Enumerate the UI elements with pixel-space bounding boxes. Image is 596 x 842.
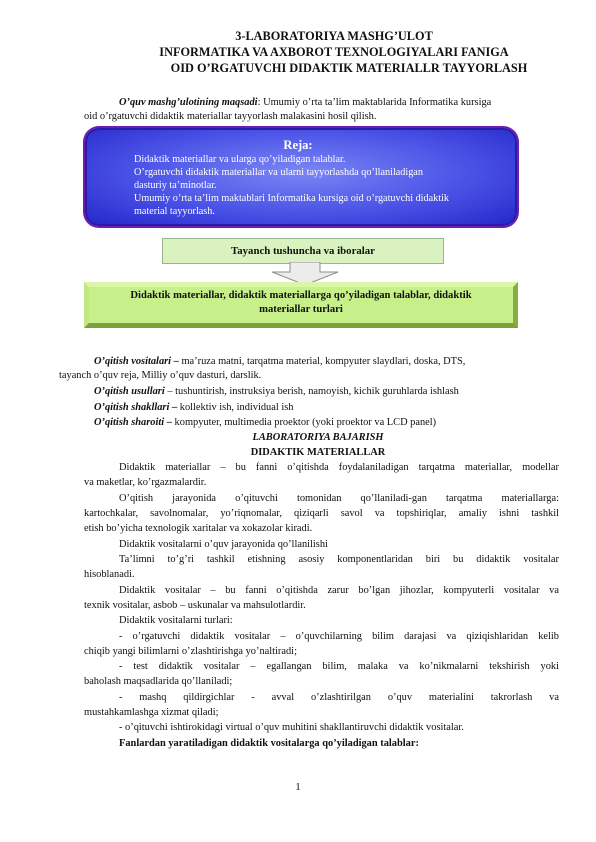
section-heading-2: DIDAKTIK MATERIALLAR [250,447,386,458]
reja-item: material tayyorlash. [134,206,215,217]
body-line: - test didaktik vositalar – egallangan bilim, malaka va ko’nikmalarni tekshirish yoki [119,661,559,672]
teaching-methods-text: – tushuntirish, instruksiya berish, namoyish, kichik guruhlarda ishlash [164,386,459,397]
teaching-tools-text: ma’ruza matni, tarqatma material, kompyuter slaydlari, doska, DTS, [178,356,466,367]
body-line: Didaktik vositalarni o’quv jarayonida qo’llanilishi [119,539,328,550]
body-line: baholash maqsadlarida qo’llaniladi; [84,676,233,687]
teaching-methods [94,385,459,399]
title-line-3: OID O’RGATUVCHI DIDAKTIK MATERIALLR TAYYORLASH [170,61,528,75]
teaching-forms [94,401,293,415]
reja-item: O’rgatuvchi didaktik materiallar va ularni tayyorlashda qo’llaniladigan [134,167,423,178]
teaching-forms-text: kollektiv ish, individual ish [177,402,294,413]
teaching-conditions-label: O’qitish sharoiti – [94,417,172,428]
body-line: etish bo’yicha texnologik xaritalar va xokazolar kiradi. [84,523,313,534]
body-line: Ta’limni to’g’ri tashkil etishning asosiy komponentlaridan biri bu didaktik vositalar [119,554,559,565]
body-line: - o’qituvchi ishtirokidagi virtual o’quv muhitini shakllantiruvchi didaktik vositalar. [119,722,464,733]
key-terms-line-1: Didaktik materiallar, didaktik materiallarga qo’yiladigan talablar, didaktik [130,290,472,301]
body-line: - o’rgatuvchi didaktik vositalar – o’quvchilarning bilim darajasi va qiziqishlaridan kelib [119,631,559,642]
teaching-tools-label: O’qitish vositalari – [94,356,179,367]
reja-item: dasturiy ta’minotlar. [134,180,217,191]
body-line: O’qitish jarayonida o’qituvchi tomonidan qo’llaniladi-gan tarqatma materiallarga: [119,493,559,504]
body-line: Didaktik vositalar – bu fanni o’qitishda zarur bo’lgan jihozlar, kompyuterli vositalar va [119,585,559,596]
body-line: Didaktik materiallar – bu fanni o’qitishda foydalaniladigan tarqatma materiallar, modellar [119,462,559,473]
goal-line-1 [119,96,491,110]
key-terms-line-2: materiallar turlari [259,304,343,315]
body-line: kartochkalar, savolnomalar, yo’riqnomalar, qiziqarli savol va topshiriqlar, amaliy ishni tashkil [84,508,559,519]
key-terms-text [84,289,518,317]
body-line: va maketlar, ko’rgazmalardir. [84,477,207,488]
body-line: - mashq qildirgichlar - avval o’zlashtirilgan o’quv materialini takrorlash va [119,692,559,703]
teaching-tools-cont: tayanch o’quv reja, Milliy o’quv dasturi, darslik. [59,370,262,381]
reja-item: Didaktik materiallar va ularga qo’yiladigan talablar. [134,154,346,165]
teaching-methods-label: O’qitish usullari [94,386,165,397]
title-line-1: 3-LABORATORIYA MASHG’ULOT [235,29,433,43]
body-line: hisoblanadi. [84,569,135,580]
body-line: texnik vositalar, asbob – uskunalar va mahsulotlardir. [84,600,306,611]
body-line: Fanlardan yaratiladigan didaktik vositalarga qo’yiladigan talablar: [119,738,419,749]
body-line: Didaktik vositalarni turlari: [119,615,233,626]
goal-text-1: : Umumiy o’rta ta’lim maktablarida Informatika kursiga [257,97,492,108]
teaching-conditions-text: kompyuter, multimedia proektor (yoki proektor va LCD panel) [171,417,437,428]
page-number: 1 [295,781,301,793]
goal-label: O’quv mashg’ulotining maqsadi [119,97,258,108]
teaching-forms-label: O’qitish shakllari – [94,402,178,413]
teaching-tools [94,355,465,369]
section-heading-1: LABORATORIYA BAJARISH [252,432,384,443]
reja-item: Umumiy o’rta ta’lim maktablari Informatika kursiga oid o’rgatuvchi didaktik [134,193,449,204]
teaching-conditions [94,416,436,430]
body-line: chiqib yangi bilimlarni o’zlashtirishga yo’naltiradi; [84,646,297,657]
goal-text-2: oid o’rgatuvchi didaktik materiallar tayyorlash malakasini hosil qilish. [84,111,377,122]
body-line: mustahkamlashga xizmat qiladi; [84,707,219,718]
reja-title: Reja: [283,138,313,152]
title-line-2: INFORMATIKA VA AXBOROT TEXNOLOGIYALARI FANIGA [159,45,509,59]
key-terms-header: Tayanch tushuncha va iboralar [162,238,444,264]
